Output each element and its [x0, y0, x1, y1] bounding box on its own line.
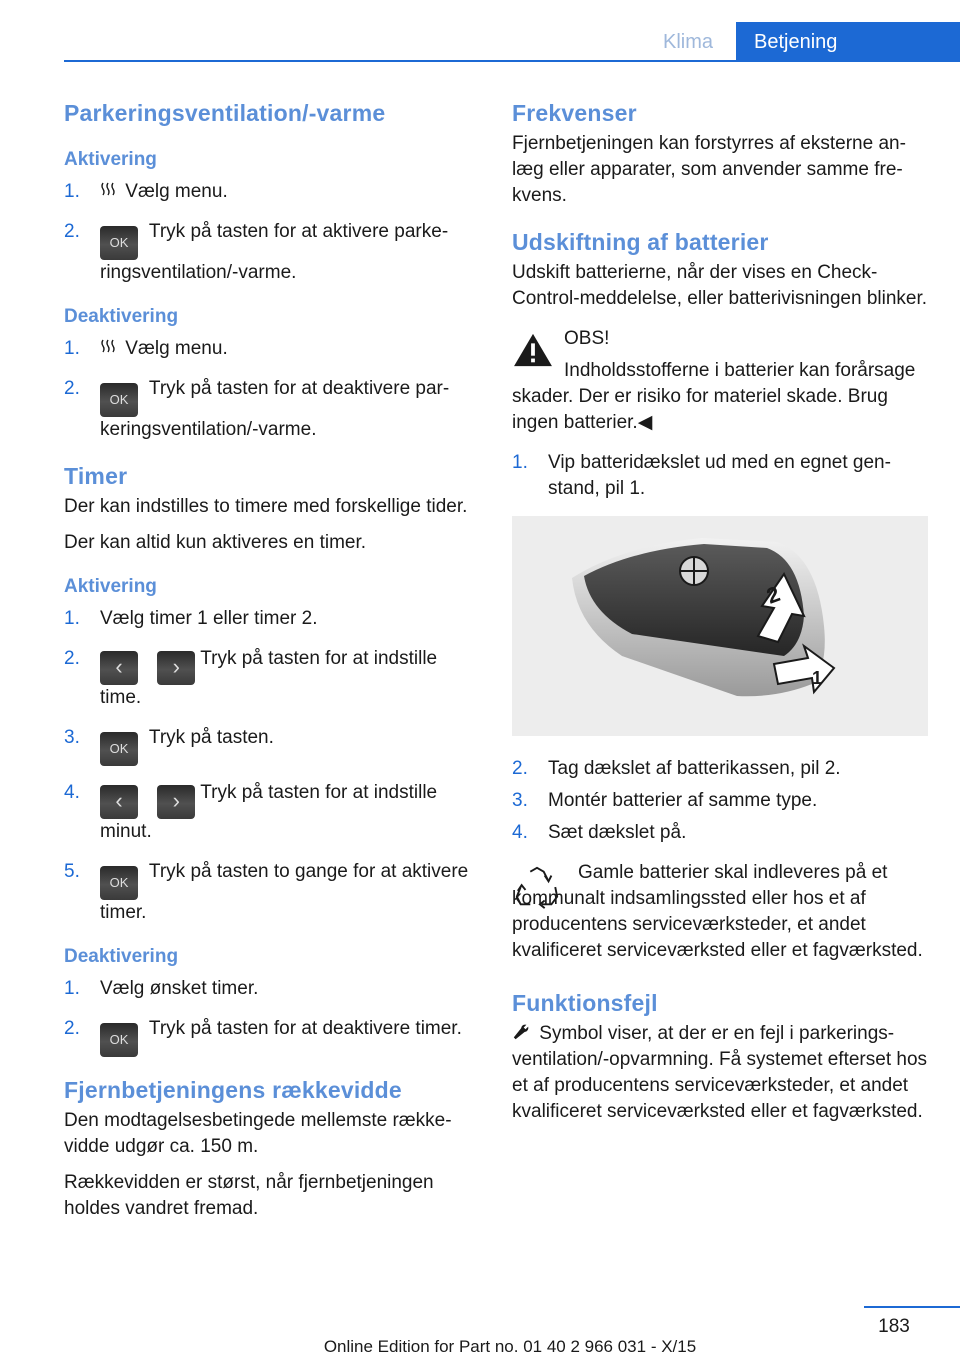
step-number: 1. [512, 452, 528, 473]
page-number: 183 [878, 1316, 910, 1337]
paragraph: Den modtagelsesbetingede mellemste rækkevidde udgør ca. 150 m. [64, 1110, 452, 1157]
warning-triangle-icon [512, 332, 554, 368]
step-text: Tryk på tasten for at aktivere parkeringsventilation/-varme. [100, 221, 449, 283]
car-key-image [512, 516, 928, 736]
ok-button-icon: OK [100, 1023, 138, 1057]
step-text: Vælg menu. [120, 181, 228, 202]
ventilation-heat-icon [100, 181, 116, 199]
figure-arrow-2-label: 2 [763, 581, 784, 609]
subheading-timer-activation: Aktivering [64, 576, 157, 597]
step-text: Tryk på tasten for at deaktivere timer. [144, 1018, 462, 1039]
step-number: 4. [64, 782, 80, 803]
step-text: Tryk på tasten for at deaktivere parkeringsventilation/-varme. [100, 378, 450, 440]
ok-button-icon: OK [100, 226, 138, 260]
list-item [64, 859, 476, 926]
paragraph: Der kan altid kun aktiveres en timer. [64, 532, 367, 553]
paragraph: Fjernbetjeningen kan forstyrres af eksterne anlæg eller apparater, som anvender samme frekvens. [512, 133, 906, 206]
ok-button-icon: OK [100, 383, 138, 417]
section-title-timer: Timer [64, 463, 128, 489]
recycling-note [512, 860, 928, 964]
ventilation-heat-icon [100, 338, 116, 356]
list-item [512, 450, 928, 502]
subheading-deactivation: Deaktivering [64, 306, 179, 327]
warning-text: Indholdsstofferne i batterier kan forårsage skader. Der er risiko for materiel skade. Brug ingen batterier.◀ [512, 360, 916, 433]
step-text: Vælg menu. [120, 338, 228, 359]
list-item [64, 976, 476, 1002]
step-number: 5. [64, 861, 80, 882]
step-number: 4. [512, 822, 528, 843]
timer-deactivation-list [64, 976, 476, 1057]
list-item [512, 756, 928, 782]
section-title-frequencies: Frekvenser [512, 100, 637, 126]
list-item [64, 646, 476, 711]
step-text: Tryk på tasten for at indstille time. [100, 648, 438, 708]
step-number: 2. [64, 648, 80, 669]
step-number: 2. [512, 758, 528, 779]
key-battery-figure [512, 516, 928, 736]
step-text: Vælg ønsket timer. [100, 978, 259, 999]
step-number: 2. [64, 221, 80, 242]
step-text: Vip batteridækslet ud med en egnet genstand, pil 1. [548, 452, 891, 499]
deactivation-list [64, 336, 476, 443]
warning-block [512, 326, 928, 436]
paragraph: Der kan indstilles to timere med forskellige tider. [64, 496, 468, 517]
timer-activation-list [64, 606, 476, 926]
arrow-left-button-icon: ‹ [100, 651, 138, 685]
paragraph: Udskift batterierne, når der vises en Check-Control-meddelelse, eller batterivisningen blinker. [512, 262, 928, 309]
left-column [64, 100, 476, 1232]
recycling-text: Gamle batterier skal indleveres på et kommunalt indsamlingssted eller hos et af producentens serviceværksteder, et andet kvalificeret serviceværksted eller et fagværksted. [512, 862, 923, 961]
section-title-remote-range: Fjernbetjeningens rækkevidde [64, 1077, 402, 1103]
page-number-rule [864, 1306, 960, 1308]
section-title-malfunction: Funktionsfejl [512, 990, 658, 1016]
list-item [64, 725, 476, 766]
list-item [64, 336, 476, 362]
malfunction-text: Symbol viser, at der er en fejl i parkeringsventilation/-opvarmning. Få systemet efterset hos et af producentens serviceværksteder, et andet kvalificeret serviceværksted eller et fagværksted. [512, 1023, 928, 1122]
wrench-icon [512, 1023, 530, 1041]
battery-steps-list-continued [512, 756, 928, 846]
paragraph [512, 1021, 928, 1125]
section-title-parking-ventilation: Parkeringsventilation/-varme [64, 100, 386, 126]
step-text: Tryk på tasten to gange for at aktivere timer. [100, 861, 469, 923]
battery-steps-list [512, 450, 928, 502]
step-number: 1. [64, 978, 80, 999]
arrow-right-button-icon: › [157, 785, 195, 819]
list-item [64, 606, 476, 632]
list-item [64, 376, 476, 443]
step-number: 1. [64, 181, 80, 202]
paragraph: Rækkevidden er størst, når fjernbetjeningen holdes vandret fremad. [64, 1172, 434, 1219]
subheading-activation: Aktivering [64, 149, 157, 170]
step-text: Tryk på tasten for at indstille minut. [100, 782, 438, 842]
section-title-battery-replacement: Udskiftning af batterier [512, 229, 769, 255]
list-item [64, 1016, 476, 1057]
step-number: 2. [64, 1018, 80, 1039]
list-item [64, 219, 476, 286]
figure-arrow-1-label: 1 [812, 668, 823, 688]
header-rule [64, 60, 960, 62]
subheading-timer-deactivation: Deaktivering [64, 946, 179, 967]
list-item [512, 820, 928, 846]
right-column [512, 100, 928, 1135]
arrow-right-button-icon: › [157, 651, 195, 685]
tab-klima[interactable]: Klima [640, 22, 736, 62]
step-text: Tryk på tasten. [144, 727, 274, 748]
step-number: 3. [512, 790, 528, 811]
step-number: 2. [64, 378, 80, 399]
step-text: Montér batterier af samme type. [548, 790, 818, 811]
tab-betjening[interactable]: Betjening [736, 22, 960, 62]
recycling-icon [512, 864, 562, 912]
step-number: 1. [64, 608, 80, 629]
footer-edition: Online Edition for Part no. 01 40 2 966 031 - X/15 [323, 1337, 697, 1356]
ok-button-icon: OK [100, 732, 138, 766]
arrow-left-button-icon: ‹ [100, 785, 138, 819]
activation-list [64, 179, 476, 286]
step-text: Tag dækslet af batterikassen, pil 2. [548, 758, 841, 779]
ok-button-icon: OK [100, 866, 138, 900]
step-text: Sæt dækslet på. [548, 822, 687, 843]
list-item [512, 788, 928, 814]
warning-label: OBS! [564, 328, 610, 349]
list-item [64, 179, 476, 205]
step-text: Vælg timer 1 eller timer 2. [100, 608, 318, 629]
step-number: 3. [64, 727, 80, 748]
step-number: 1. [64, 338, 80, 359]
list-item [64, 780, 476, 845]
